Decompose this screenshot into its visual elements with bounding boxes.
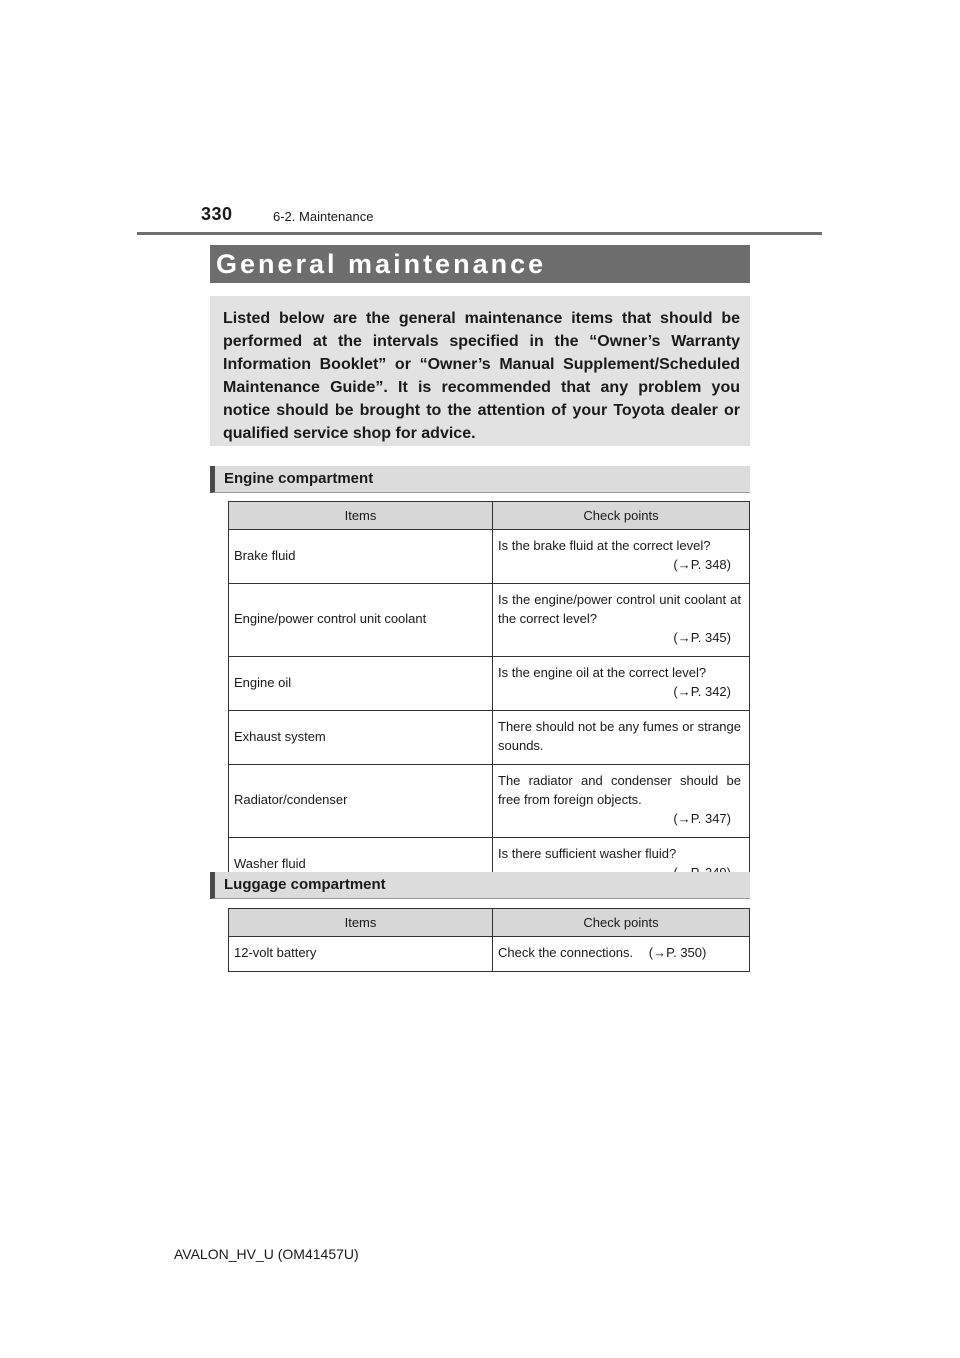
document-footer: AVALON_HV_U (OM41457U) — [174, 1246, 359, 1262]
check-point-cell — [493, 530, 750, 584]
section-label: 6-2. Maintenance — [273, 209, 374, 224]
item-cell: Engine/power control unit coolant — [229, 584, 493, 657]
check-point-text: There should not be any fumes or strange sounds. — [498, 719, 741, 753]
page-title: General maintenance — [210, 245, 750, 283]
item-cell: Radiator/condenser — [229, 765, 493, 838]
table-header-row — [229, 909, 750, 937]
item-cell: Engine oil — [229, 657, 493, 711]
table-row — [229, 765, 750, 838]
check-point-cell — [493, 937, 750, 972]
intro-box — [210, 296, 750, 446]
table-row — [229, 937, 750, 972]
column-header-check-points: Check points — [493, 909, 750, 937]
column-header-check-points: Check points — [493, 502, 750, 530]
intro-text: Listed below are the general maintenance items that should be performed at the intervals specified in the “Owner’s Warranty Information Booklet” or “Owner’s Manual Supplement/Scheduled Maintenance Guide”. It is recommended that any problem you notice should be brought to the attention of your Toyota dealer or qualified service shop for advice. — [223, 310, 740, 442]
check-point-text: Check the connections. — [498, 945, 634, 960]
check-point-cell — [493, 711, 750, 765]
page-reference: (→P. 345) — [673, 630, 731, 645]
header-rule — [137, 232, 822, 235]
table-row — [229, 711, 750, 765]
item-cell: Washer fluid — [229, 838, 493, 892]
page-reference: (→P. 350) — [648, 945, 707, 960]
check-point-cell — [493, 584, 750, 657]
luggage-compartment-table — [228, 908, 750, 972]
check-point-cell — [493, 657, 750, 711]
check-point-text: Is the engine oil at the correct level? — [498, 665, 707, 680]
check-point-text: The radiator and condenser should be free from foreign objects. — [498, 773, 741, 807]
table-header-row — [229, 502, 750, 530]
item-cell: Brake fluid — [229, 530, 493, 584]
check-point-text: Is the brake fluid at the correct level? — [498, 538, 711, 553]
table-row — [229, 584, 750, 657]
luggage-compartment-heading: Luggage compartment — [210, 872, 750, 899]
engine-compartment-table — [228, 501, 750, 892]
check-point-text: Is the engine/power control unit coolant at the correct level? — [498, 592, 741, 626]
page-reference: (→P. 347) — [673, 811, 731, 826]
page-reference: (→P. 342) — [673, 684, 731, 699]
item-cell: 12-volt battery — [229, 937, 493, 972]
check-point-cell — [493, 765, 750, 838]
column-header-items: Items — [229, 909, 493, 937]
engine-compartment-heading: Engine compartment — [210, 466, 750, 493]
table-row — [229, 657, 750, 711]
column-header-items: Items — [229, 502, 493, 530]
table-row — [229, 530, 750, 584]
page-number: 330 — [201, 204, 233, 224]
page-reference: (→P. 348) — [673, 557, 731, 572]
check-point-text: Is there sufficient washer fluid? — [498, 846, 677, 861]
item-cell: Exhaust system — [229, 711, 493, 765]
